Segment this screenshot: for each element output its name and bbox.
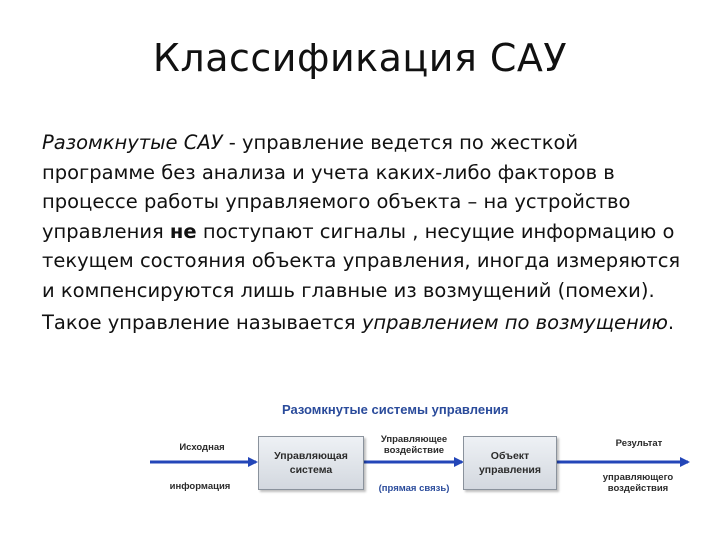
term-open-loop: Разомкнутые САУ: [42, 131, 223, 154]
control-object-box: Объект управления: [463, 436, 557, 490]
input-label-bottom: информация: [169, 481, 231, 492]
direct-link-label: (прямая связь): [378, 483, 450, 494]
paragraph-disturbance-control: [42, 308, 692, 338]
term-disturbance-control: управлением по возмущению: [361, 311, 668, 334]
paragraph-open-loop: [42, 128, 692, 305]
open-loop-diagram: [0, 398, 720, 540]
result-label-bottom: управляющего воздействия: [602, 472, 674, 494]
control-action-label: Управляющее воздействие: [380, 434, 448, 456]
control-system-box: Управляющая система: [258, 436, 364, 490]
result-label-top: Результат: [615, 438, 663, 449]
diagram-title: Разомкнутые системы управления: [282, 402, 509, 417]
body-text: [42, 128, 692, 338]
p1-text-1: - управление ведется по жесткой программе без анализа и учета каких-либо факторов в процессе работы управляемого объекта – на устройство управления: [42, 131, 631, 243]
p1-text-2: поступают сигналы , несущие информацию о текущем состояния объекта управления, иногда измеряются и компенсируются лишь главные из возмущений (помехи).: [42, 219, 681, 302]
p1-bold-not: не: [169, 219, 197, 243]
p2-text-1: Такое управление называется: [42, 311, 362, 334]
input-label-top: Исходная: [179, 442, 225, 453]
p2-end: .: [667, 311, 675, 334]
slide-title: Классификация САУ: [152, 36, 568, 80]
